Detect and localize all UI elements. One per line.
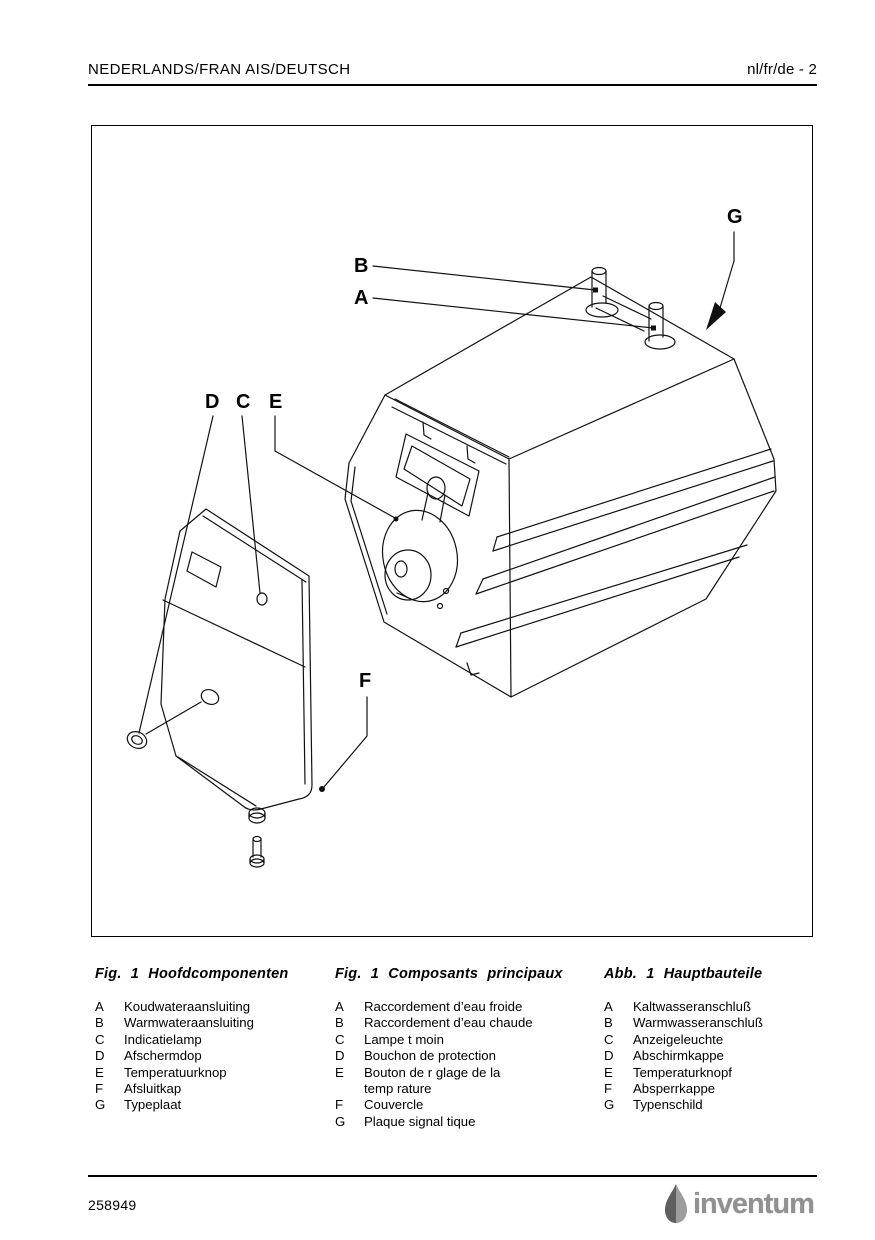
caption-column-french [335, 966, 580, 1130]
caption-key: G [604, 1097, 615, 1113]
caption-text: Abschirmkappe [633, 1048, 724, 1064]
brand-name: inventum [693, 1188, 814, 1220]
caption-row [604, 999, 819, 1015]
caption-row [95, 1081, 330, 1097]
caption-key: G [335, 1113, 346, 1129]
caption-key: F [335, 1097, 344, 1113]
caption-key: E [604, 1064, 613, 1080]
caption-row [95, 999, 330, 1015]
figure-box [91, 125, 813, 937]
caption-row [335, 1048, 580, 1064]
caption-row [335, 999, 580, 1015]
caption-text: Indicatielamp [124, 1031, 202, 1047]
caption-text: Typeplaat [124, 1097, 182, 1113]
caption-column-dutch [95, 966, 330, 1114]
caption-key: A [604, 999, 613, 1014]
thermostat-housing [374, 503, 466, 608]
caption-row [604, 1048, 819, 1064]
caption-row [604, 1065, 819, 1081]
caption-row [335, 1015, 580, 1031]
indicator-lamp-hole [257, 593, 267, 605]
part-label-b: B [354, 255, 369, 277]
caption-text: Temperatuurknop [124, 1064, 227, 1080]
caption-row [604, 1015, 819, 1031]
caption-text: Warmwateraansluiting [124, 1015, 254, 1031]
caption-row [604, 1081, 819, 1097]
leader-f [324, 697, 367, 787]
caption-text: Bouchon de protection [364, 1048, 496, 1064]
caption-key [335, 1081, 364, 1097]
caption-row [335, 1065, 580, 1081]
caption-key: A [335, 999, 344, 1014]
leader-e [275, 416, 395, 518]
caption-key: A [95, 999, 104, 1014]
caption-key: C [95, 1031, 105, 1047]
part-label-d: D [205, 391, 220, 413]
footer-rule [88, 1175, 817, 1177]
caption-text: Plaque signal tique [364, 1113, 476, 1129]
shield-cap [125, 729, 150, 752]
temperature-knob [385, 550, 431, 600]
caption-row [95, 1048, 330, 1064]
caption-row [335, 1032, 580, 1048]
caption-text: Bouton de r glage de la [364, 1064, 501, 1080]
caption-row [95, 1015, 330, 1031]
caption-title: Fig. 1 Hoofdcomponenten [95, 966, 289, 982]
arrowhead-g [706, 302, 726, 330]
caption-title: Abb. 1 Hauptbauteile [604, 966, 763, 982]
caption-text: Couvercle [364, 1097, 424, 1113]
caption-row [335, 1097, 580, 1113]
caption-text: Koudwateraansluiting [124, 999, 251, 1014]
caption-row [95, 1032, 330, 1048]
caption-column-german [604, 966, 819, 1114]
caption-text: Kaltwasseranschluß [633, 999, 752, 1014]
caption-key: D [335, 1048, 345, 1064]
document-number: 258949 [88, 1197, 137, 1213]
caption-text: Afsluitkap [124, 1081, 182, 1097]
caption-text-line2: temp rature [364, 1081, 432, 1097]
caption-key: F [95, 1081, 104, 1097]
cold-water-pipe [649, 303, 663, 310]
caption-key: C [335, 1031, 345, 1047]
caption-key: D [604, 1048, 614, 1064]
caption-key: E [335, 1064, 344, 1080]
caption-text: Warmwasseranschluß [633, 1015, 763, 1031]
caption-key: F [604, 1081, 613, 1097]
part-label-f: F [359, 670, 372, 692]
part-label-a: A [354, 287, 369, 309]
caption-key: E [95, 1064, 104, 1080]
caption-key: G [95, 1097, 106, 1113]
header-title: NEDERLANDS/FRAN AIS/DEUTSCH [88, 61, 351, 78]
caption-text: Lampe t moin [364, 1031, 444, 1047]
header-rule [88, 84, 817, 86]
leader-d [139, 416, 213, 733]
caption-row [604, 1097, 819, 1113]
part-label-e: E [269, 391, 283, 413]
caption-title: Fig. 1 Composants principaux [335, 966, 563, 982]
caption-key: D [95, 1048, 105, 1064]
caption-text: Raccordement d’eau froide [364, 999, 523, 1014]
caption-text: Absperrkappe [633, 1081, 716, 1097]
leader-a [373, 298, 653, 328]
caption-key: B [604, 1015, 613, 1031]
hot-water-pipe [592, 268, 606, 275]
part-label-c: C [236, 391, 251, 413]
boiler-line-drawing [90, 124, 812, 936]
caption-key: C [604, 1031, 614, 1047]
caption-text: Temperaturknopf [633, 1064, 732, 1080]
caption-row [604, 1032, 819, 1048]
leader-b [373, 266, 595, 290]
droplet-icon [662, 1183, 690, 1225]
caption-key: B [335, 1015, 344, 1031]
caption-row [95, 1065, 330, 1081]
caption-text: Anzeigeleuchte [633, 1031, 724, 1047]
page-reference: nl/fr/de - 2 [747, 61, 817, 78]
boiler-body-outline [345, 277, 776, 697]
caption-row [335, 1114, 580, 1130]
caption-key: B [95, 1015, 104, 1031]
leader-g [720, 232, 734, 308]
inventum-logo [662, 1182, 820, 1226]
caption-text: Raccordement d’eau chaude [364, 1015, 533, 1031]
caption-row [95, 1097, 330, 1113]
part-label-g: G [727, 206, 743, 228]
caption-text: Afschermdop [124, 1048, 202, 1064]
caption-row [335, 1081, 580, 1097]
leader-c [242, 416, 260, 593]
caption-text: Typenschild [633, 1097, 703, 1113]
